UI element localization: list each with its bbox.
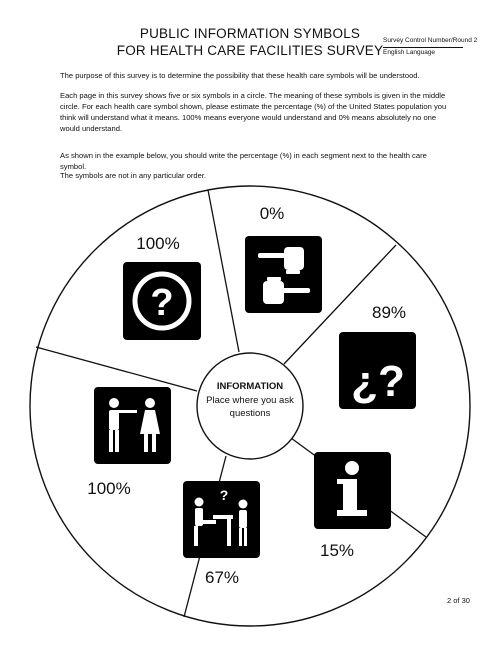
intro-paragraph-2: Each page in this survey shows five or six symbols in a circle. The meaning of these symbols is given in the middle circle. For each health care symbol shown, please estimate the percentage (%) of the United States population you think will understand what it means. 100% means everyone would understand and 0% means absolutely no one would understand. [60, 91, 447, 133]
center-circle [197, 353, 303, 459]
divider-left [36, 347, 197, 391]
control-number-label: Survey Control Number/Round 2 [383, 37, 478, 44]
segment-percent-0: 0% [259, 204, 285, 223]
intro-paragraph-4: The symbols are not in any particular order. [60, 171, 207, 180]
inverted-question-icon [339, 332, 416, 409]
info-i-icon [314, 452, 391, 529]
svg-text:¿?: ¿? [351, 357, 405, 406]
title-line-2: FOR HEALTH CARE FACILITIES SURVEY [116, 43, 384, 58]
divider-top [208, 190, 239, 352]
intro-paragraph-3: As shown in the example below, you should write the percentage (%) in each segment next to the health care symbol. [60, 151, 427, 171]
question-circle-icon [123, 262, 201, 340]
svg-text:?: ? [150, 282, 174, 324]
center-line-2: questions [229, 408, 271, 419]
center-title: INFORMATION [216, 381, 284, 392]
svg-text:?: ? [219, 487, 229, 503]
page-number: 2 of 30 [447, 596, 470, 605]
title-line-1: PUBLIC INFORMATION SYMBOLS [139, 26, 361, 41]
segment-percent-5: 100% [136, 234, 180, 253]
segment-percent-4: 100% [87, 479, 131, 498]
segment-percent-1: 89% [371, 303, 407, 322]
segment-percent-3: 67% [204, 568, 240, 587]
language-label: English Language [383, 49, 436, 56]
person-at-desk-question-icon [183, 481, 260, 558]
pointing-hands-icon [245, 236, 322, 313]
intro-paragraph-1: The purpose of this survey is to determine the possibility that these health care symbols will be understood. [60, 71, 420, 80]
person-asking-person-icon [94, 387, 171, 464]
segment-percent-2: 15% [319, 541, 355, 560]
center-line-1: Place where you ask [206, 395, 294, 406]
